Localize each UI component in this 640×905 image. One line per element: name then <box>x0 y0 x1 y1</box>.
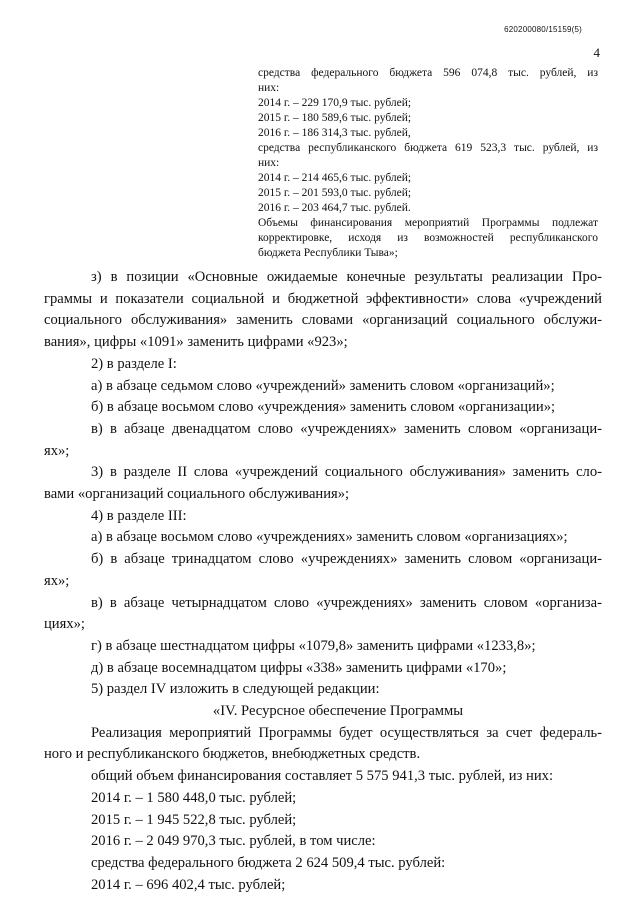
body-line: 2015 г. – 1 945 522,8 тыс. рублей; <box>91 811 297 828</box>
summary-line: Объемы финансирования мероприятий Программы подлежат <box>258 217 598 229</box>
body-line: 2016 г. – 2 049 970,3 тыс. рублей, в том числе: <box>91 833 376 850</box>
summary-line: средства республиканского бюджета 619 523,3 тыс. рублей, из <box>258 142 598 154</box>
summary-line: 2014 г. – 214 465,6 тыс. рублей; <box>258 172 412 184</box>
document-id: 620200080/15159(5) <box>504 25 582 34</box>
body-line: граммы и показатели социальной и бюджетной эффективности» слова «учреждений <box>44 290 602 307</box>
body-line: б) в абзаце восьмом слово «учреждения» заменить словом «организации»; <box>91 399 556 416</box>
summary-line: них: <box>258 157 280 169</box>
body-line: г) в абзаце шестнадцатом цифры «1079,8» заменить цифрами «1233,8»; <box>91 637 536 654</box>
body-line: средства федерального бюджета 2 624 509,4 тыс. рублей: <box>91 854 446 871</box>
summary-line: 2015 г. – 201 593,0 тыс. рублей; <box>258 187 412 199</box>
funding-summary-block <box>258 66 598 261</box>
body-line: а) в абзаце седьмом слово «учреждений» заменить словом «организаций»; <box>91 377 555 394</box>
body-line: 2014 г. – 696 402,4 тыс. рублей; <box>91 876 286 893</box>
body-line: в) в абзаце двенадцатом слово «учреждениях» заменить словом «организаци- <box>91 420 602 437</box>
body-line: Реализация мероприятий Программы будет осуществляться за счет федераль- <box>91 724 602 741</box>
body-line: вания», цифры «1091» заменить цифрами «923»; <box>44 334 348 351</box>
body-line: ях»; <box>44 442 70 459</box>
body-line: циях»; <box>44 616 85 633</box>
body-line: общий объем финансирования составляет 5 575 941,3 тыс. рублей, из них: <box>91 768 553 785</box>
body-line: 3) в разделе II слова «учреждений социального обслуживания» заменить сло- <box>91 464 602 481</box>
body-line: а) в абзаце восьмом слово «учреждениях» заменить словом «организациях»; <box>91 529 568 546</box>
summary-line: 2016 г. – 203 464,7 тыс. рублей. <box>258 202 411 214</box>
summary-line: бюджета Республики Тыва»; <box>258 247 398 259</box>
summary-line: корректировке, исходя из возможностей республиканского <box>258 232 598 244</box>
summary-line: средства федерального бюджета 596 074,8 тыс. рублей, из <box>258 67 598 79</box>
body-line: 4) в разделе III: <box>91 507 187 524</box>
body-line: 5) раздел IV изложить в следующей редакции: <box>91 681 380 698</box>
summary-line: 2015 г. – 180 589,6 тыс. рублей; <box>258 112 412 124</box>
body-line: в) в абзаце четырнадцатом слово «учреждениях» заменить словом «организа- <box>91 594 602 611</box>
amendment-text <box>44 267 602 896</box>
summary-line: них: <box>258 82 280 94</box>
body-line: социального обслуживания» заменить словами «организаций социального обслужи- <box>44 312 602 329</box>
body-line: б) в абзаце тринадцатом слово «учреждениях» заменить словом «организаци- <box>91 551 602 568</box>
body-line: ях»; <box>44 572 70 589</box>
body-line: ного и республиканского бюджетов, внебюджетных средств. <box>44 746 421 763</box>
body-line: д) в абзаце восемнадцатом цифры «338» заменить цифрами «170»; <box>91 659 507 676</box>
summary-line: 2014 г. – 229 170,9 тыс. рублей; <box>258 97 412 109</box>
body-line: з) в позиции «Основные ожидаемые конечные результаты реализации Про- <box>91 269 602 285</box>
page-number: 4 <box>593 45 600 60</box>
section-heading: «IV. Ресурсное обеспечение Программы <box>212 703 464 720</box>
body-line: 2014 г. – 1 580 448,0 тыс. рублей; <box>91 789 297 806</box>
body-line: 2) в разделе I: <box>91 355 177 372</box>
summary-line: 2016 г. – 186 314,3 тыс. рублей, <box>258 127 411 139</box>
body-line: вами «организаций социального обслуживания»; <box>44 486 350 503</box>
